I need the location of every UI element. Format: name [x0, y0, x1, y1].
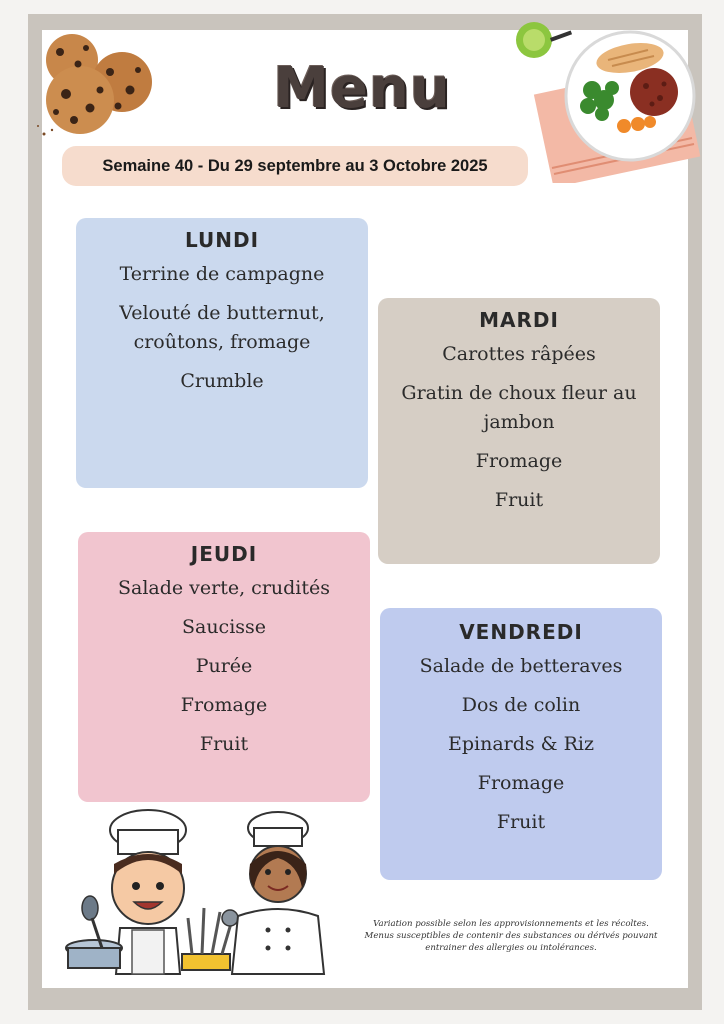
week-banner: Semaine 40 - Du 29 septembre au 3 Octobre 2025 [62, 146, 528, 186]
footnote-line: entrainer des allergies ou intolérances. [425, 943, 597, 953]
dish-item: Fromage [477, 772, 565, 794]
footnote-line: Variation possible selon les approvisionnements et les récoltes. [373, 919, 649, 929]
footnote-line: Menus susceptibles de contenir des substances ou dérivés pouvant [364, 931, 658, 941]
dish-item: Fruit [496, 811, 546, 833]
dish-item: Terrine de campagne [119, 263, 325, 285]
dish-item: Fromage [180, 694, 268, 716]
dish-item: Gratin de choux fleur au jambon [401, 382, 637, 433]
dish-item: Fromage [475, 450, 563, 472]
dish-item: Saucisse [181, 616, 267, 638]
card-jeudi [78, 532, 370, 802]
allergy-footnote [356, 918, 666, 954]
dish-item: Purée [195, 655, 253, 677]
day-title: VENDREDI [459, 620, 583, 644]
dish-item: Salade verte, crudités [117, 577, 331, 599]
dish-item: Fruit [494, 489, 544, 511]
dish-item: Dos de colin [461, 694, 581, 716]
dish-item: Crumble [180, 370, 264, 392]
dish-item: Salade de betteraves [419, 655, 623, 677]
menu-title: Menu [273, 56, 451, 121]
chefs-illustration [62, 808, 332, 978]
day-title: MARDI [479, 308, 559, 332]
day-title: JEUDI [190, 542, 258, 566]
dish-item: Velouté de butternut, croûtons, fromage [119, 302, 325, 353]
card-lundi [76, 218, 368, 488]
dish-item: Fruit [199, 733, 249, 755]
dish-item: Epinards & Riz [447, 733, 595, 755]
day-title: LUNDI [184, 228, 260, 252]
dish-item: Carottes râpées [442, 343, 596, 365]
card-vendredi [380, 608, 662, 880]
card-mardi [378, 298, 660, 564]
